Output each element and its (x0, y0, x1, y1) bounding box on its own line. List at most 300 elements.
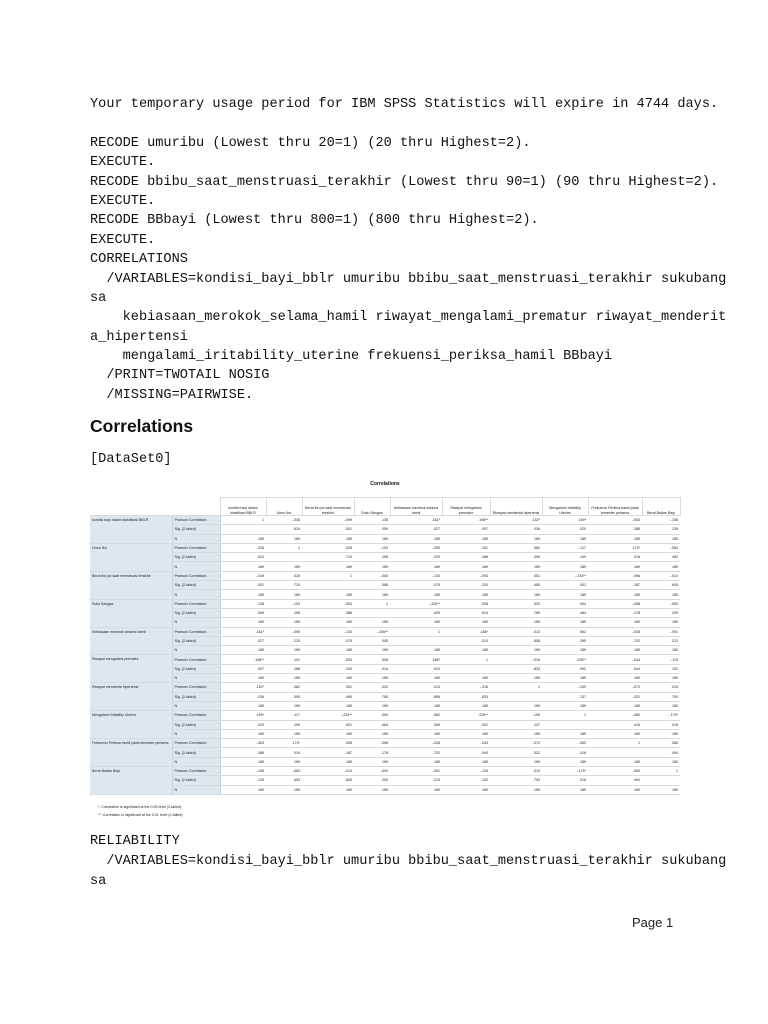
table-cell: 189 (220, 701, 266, 710)
stat-label: Pearson Correlation (172, 599, 220, 608)
table-cell: .005 (354, 636, 390, 645)
table-cell: 1 (266, 543, 302, 552)
stat-label: Pearson Correlation (172, 627, 220, 636)
syntax-line: sa (90, 290, 107, 306)
table-title: Correlations (370, 481, 400, 487)
table-cell: 189 (442, 785, 490, 794)
table-row (90, 711, 680, 720)
table-cell: .544 (442, 748, 490, 757)
table-cell: .051 (302, 683, 354, 692)
table-cell: 189 (642, 590, 680, 599)
table-cell: 189 (542, 674, 588, 683)
table-cell: .395 (266, 692, 302, 701)
table-cell: -.130 (390, 571, 442, 580)
syntax-line: /VARIABLES=kondisi_bayi_bblr umuribu bbibu_saat_menstruasi_terakhir sukubang (90, 271, 727, 287)
table-cell: .139 (220, 776, 266, 785)
table-cell (542, 720, 588, 729)
table-cell: .416 (542, 748, 588, 757)
table-cell: -.175* (542, 767, 588, 776)
dataset-label: [DataSet0] (90, 452, 172, 467)
table-cell: 189 (490, 590, 542, 599)
table-cell: .008 (354, 655, 390, 664)
footnote: **. Correlation is significant at the 0.01 level (2-tailed). (98, 812, 184, 817)
table-cell: 189 (220, 618, 266, 627)
table-cell: -.072 (588, 683, 642, 692)
table-cell: 189 (588, 674, 642, 683)
table-cell: -.117 (542, 543, 588, 552)
table-cell: .702 (390, 748, 442, 757)
table-cell: -.063 (354, 571, 390, 580)
table-cell: 189 (354, 534, 390, 543)
table-cell: 189 (642, 534, 680, 543)
table-cell: .109 (266, 720, 302, 729)
table-cell: .501 (220, 581, 266, 590)
table-cell: .020 (490, 599, 542, 608)
table-row (90, 720, 680, 729)
table-row (90, 608, 680, 617)
table-row (90, 534, 680, 543)
table-cell: 189 (354, 757, 390, 766)
table-cell: 189 (220, 757, 266, 766)
footnote: *. Correlation is significant at the 0.05 level (2-tailed). (98, 804, 183, 809)
table-cell: .010 (442, 636, 490, 645)
table-cell: -.049 (220, 571, 266, 580)
table-cell: 189 (490, 618, 542, 627)
table-cell: .026 (266, 571, 302, 580)
syntax-line: CORRELATIONS (90, 252, 188, 268)
table-cell: .065 (588, 767, 642, 776)
table-cell: -.234** (542, 571, 588, 580)
table-cell: 189 (542, 757, 588, 766)
table-cell: 189 (588, 729, 642, 738)
row-label: Riwayat menderita hipertensi (90, 683, 172, 711)
table-cell: .724 (302, 553, 354, 562)
table-cell: -.091 (642, 627, 680, 636)
table-cell: 189 (588, 757, 642, 766)
table-cell: .054 (542, 599, 588, 608)
row-label: kondisi bayi dalam klasifikasi BBLR (90, 516, 172, 544)
table-cell: -.108 (220, 767, 266, 776)
table-cell: .158 (266, 608, 302, 617)
table-cell: -.091 (390, 767, 442, 776)
table-cell: 189 (390, 757, 442, 766)
table-cell: .174* (588, 543, 642, 552)
table-cell: .388 (220, 748, 266, 757)
table-cell: 189 (390, 729, 442, 738)
table-cell: 189 (442, 534, 490, 543)
table-cell: -.083 (642, 543, 680, 552)
table-cell: -.234** (302, 711, 354, 720)
table-cell: 189 (642, 729, 680, 738)
table-cell: .036 (220, 692, 266, 701)
syntax-line: kebiasaan_merokok_selama_hamil riwayat_mengalami_prematur riwayat_menderit (90, 310, 727, 326)
table-cell: 189 (490, 646, 542, 655)
table-row (90, 701, 680, 710)
table-cell: 189 (302, 646, 354, 655)
table-cell: .464 (354, 720, 390, 729)
stat-label: Sig. (2-tailed) (172, 776, 220, 785)
table-cell: -.044 (442, 739, 490, 748)
stat-label: Sig. (2-tailed) (172, 720, 220, 729)
syntax-line: /PRINT=TWOTAIL NOSIG (90, 368, 270, 384)
table-cell: .386 (354, 581, 390, 590)
column-header: Kebiasaan merokok selama hamil (390, 498, 442, 516)
row-label: Umur Ibu (90, 543, 172, 571)
stat-label: Pearson Correlation (172, 655, 220, 664)
table-cell: 189 (354, 729, 390, 738)
table-cell: 189 (642, 701, 680, 710)
table-cell: .062 (390, 711, 442, 720)
table-cell: .062 (266, 683, 302, 692)
table-cell: 189 (390, 534, 442, 543)
table-cell: 189 (490, 562, 542, 571)
table-cell: .213 (642, 636, 680, 645)
table-cell: 189 (220, 646, 266, 655)
table-cell: -.109 (542, 683, 588, 692)
syntax-line: /VARIABLES=kondisi_bayi_bblr umuribu bbibu_saat_menstruasi_terakhir sukubang (90, 854, 727, 869)
table-cell: -.083 (266, 767, 302, 776)
table-cell: .016 (588, 553, 642, 562)
table-cell: -.063 (302, 599, 354, 608)
table-cell: 189 (390, 785, 442, 794)
table-cell (442, 664, 490, 673)
stat-label: Pearson Correlation (172, 683, 220, 692)
syntax-line: EXECUTE. (90, 232, 156, 248)
table-cell: 189 (354, 674, 390, 683)
stat-label: Pearson Correlation (172, 767, 220, 776)
table-cell: .198** (442, 516, 490, 525)
table-cell (642, 776, 680, 785)
table-row (90, 553, 680, 562)
table-cell: 189 (490, 729, 542, 738)
table-cell: 189 (302, 757, 354, 766)
table-cell: -.092 (354, 767, 390, 776)
table-cell: 1 (490, 683, 542, 692)
table-cell: 189 (266, 534, 302, 543)
table-cell: -.060 (542, 739, 588, 748)
table-cell: .785 (354, 692, 390, 701)
table-cell: 189 (588, 590, 642, 599)
column-header: Umur Ibu (266, 498, 302, 516)
table-cell: .914 (354, 664, 390, 673)
table-cell: .096 (588, 571, 642, 580)
table-cell: 189 (490, 785, 542, 794)
table-cell: .386 (302, 608, 354, 617)
table-cell: 1 (220, 516, 266, 525)
table-cell: .019 (490, 767, 542, 776)
table-cell (266, 553, 302, 562)
table-cell: 189 (354, 590, 390, 599)
table-cell: 189 (266, 701, 302, 710)
table-cell: 1 (642, 767, 680, 776)
table-cell: 189 (302, 562, 354, 571)
table-cell: 189 (390, 701, 442, 710)
table-cell: 189 (302, 590, 354, 599)
table-cell: .161* (220, 627, 266, 636)
table-cell: 189 (588, 618, 642, 627)
table-cell: .395 (490, 553, 542, 562)
table-cell: -.109 (490, 711, 542, 720)
table-cell: .019 (642, 683, 680, 692)
table-cell: .001 (302, 720, 354, 729)
stat-label: Sig. (2-tailed) (172, 608, 220, 617)
syntax-line: RECODE bbibu_saat_menstruasi_terakhir (Lowest thru 90=1) (90 thru Highest=2). (90, 174, 719, 190)
table-cell: 189 (390, 618, 442, 627)
table-cell: .169* (220, 711, 266, 720)
table-cell: .062 (542, 627, 588, 636)
table-cell: .395 (390, 720, 442, 729)
table-cell: -.092 (642, 599, 680, 608)
table-cell: 189 (442, 562, 490, 571)
table-cell: .858 (490, 636, 542, 645)
table-cell: .002 (542, 664, 588, 673)
table-cell: 189 (302, 534, 354, 543)
table-cell: -.093 (442, 571, 490, 580)
table-cell: .178 (588, 608, 642, 617)
column-header: Suku Bangsa (354, 498, 390, 516)
table-cell: .075 (302, 636, 354, 645)
table-cell: 189 (220, 534, 266, 543)
column-header: Berat ibu pd saat menstruasi terakhir (302, 498, 354, 516)
stat-label: Sig. (2-tailed) (172, 692, 220, 701)
table-cell: 189 (302, 674, 354, 683)
table-row (90, 590, 680, 599)
table-cell: 189 (266, 674, 302, 683)
table-cell (588, 748, 642, 757)
table-cell: 189 (542, 534, 588, 543)
table-cell: .161* (390, 516, 442, 525)
table-cell: .388 (588, 525, 642, 534)
table-cell: .005 (390, 608, 442, 617)
table-cell: .209 (354, 776, 390, 785)
stat-label: Pearson Correlation (172, 543, 220, 552)
table-cell: .501 (302, 525, 354, 534)
table-cell: .322 (588, 692, 642, 701)
table-row (90, 562, 680, 571)
table-cell: .096 (302, 739, 354, 748)
table-cell: .008 (442, 599, 490, 608)
table-cell: -.103 (354, 543, 390, 552)
column-header: Mengalami Iritability Uterine (542, 498, 588, 516)
table-cell: .845 (642, 581, 680, 590)
table-row (90, 729, 680, 738)
table-cell: .138 (354, 516, 390, 525)
table-cell (490, 692, 542, 701)
syntax-line: EXECUTE. (90, 193, 156, 209)
table-cell: .174* (266, 739, 302, 748)
table-cell: -.130 (302, 627, 354, 636)
table-cell: 189 (642, 757, 680, 766)
page-number: Page 1 (632, 915, 674, 930)
table-cell: 189 (642, 618, 680, 627)
stat-label: N (172, 618, 220, 627)
table-cell: 189 (266, 618, 302, 627)
table-cell: 189 (642, 674, 680, 683)
table-cell: .101 (266, 655, 302, 664)
table-cell: .010 (390, 664, 442, 673)
table-cell: .204 (302, 664, 354, 673)
table-cell: 189 (542, 562, 588, 571)
table-cell: .013 (490, 627, 542, 636)
table-cell: .020 (220, 720, 266, 729)
table-cell: .220 (390, 553, 442, 562)
table-cell: 189 (302, 701, 354, 710)
syntax-line: RECODE umuribu (Lowest thru 20=1) (20 thru Highest=2). (90, 135, 531, 151)
row-label: Kebiasaan merokok selama hamil (90, 627, 172, 655)
table-cell: .858 (390, 692, 442, 701)
table-cell: .793 (642, 692, 680, 701)
table-cell: .016 (542, 776, 588, 785)
table-cell: 189 (266, 757, 302, 766)
stat-label: Sig. (2-tailed) (172, 748, 220, 757)
column-header: kondisi bayi dalam klasifikasi BBLR (220, 498, 266, 516)
table-row (90, 748, 680, 757)
table-cell: .544 (588, 664, 642, 673)
table-cell: -.206** (390, 599, 442, 608)
table-row (90, 618, 680, 627)
table-cell: 189 (442, 590, 490, 599)
stat-label: N (172, 757, 220, 766)
table-cell: .016 (266, 748, 302, 757)
table-cell: 189 (354, 785, 390, 794)
syntax-line: a_hipertensi (90, 329, 188, 345)
table-footnotes (90, 803, 680, 819)
table-cell: 189 (490, 674, 542, 683)
table-cell: 189 (266, 590, 302, 599)
table-cell: -.103 (266, 599, 302, 608)
table-cell: .395 (542, 636, 588, 645)
table-cell: 189 (266, 562, 302, 571)
stat-label: N (172, 562, 220, 571)
table-cell: 189 (642, 785, 680, 794)
table-cell: 189 (266, 646, 302, 655)
table-cell: .198** (220, 655, 266, 664)
table-cell (390, 636, 442, 645)
correlations-heading: Correlations (90, 416, 194, 436)
stat-label: N (172, 785, 220, 794)
table-cell: .220 (266, 636, 302, 645)
syntax-log (90, 95, 730, 405)
table-cell: .109 (542, 553, 588, 562)
table-cell: .494 (642, 748, 680, 757)
table-cell: -.016 (442, 683, 490, 692)
table-cell: .062 (490, 543, 542, 552)
table-cell: .137 (490, 720, 542, 729)
table-row (90, 571, 680, 580)
table-row (90, 627, 680, 636)
table-cell: 189 (542, 646, 588, 655)
table-cell: 189 (302, 785, 354, 794)
table-cell: -.044 (588, 655, 642, 664)
table-cell: 189 (390, 646, 442, 655)
table-cell: .051 (490, 571, 542, 580)
table-cell: -.028 (390, 739, 442, 748)
table-cell: 189 (302, 618, 354, 627)
table-cell: 189 (588, 646, 642, 655)
table-cell: .186* (442, 627, 490, 636)
table-row (90, 525, 680, 534)
table-cell: 1 (588, 739, 642, 748)
table-row (90, 739, 680, 748)
table-cell: .187 (588, 581, 642, 590)
syntax-line: RECODE BBbayi (Lowest thru 800=1) (800 thru Highest=2). (90, 213, 539, 229)
table-cell: 189 (642, 646, 680, 655)
table-cell: .724 (266, 581, 302, 590)
table-cell: .065 (642, 739, 680, 748)
table-cell: 189 (220, 590, 266, 599)
table-cell: -.093 (302, 655, 354, 664)
table-cell: 1 (302, 571, 354, 580)
table-cell: .453 (266, 776, 302, 785)
table-cell: -.072 (490, 739, 542, 748)
table-cell: .016 (642, 720, 680, 729)
table-cell: -.098 (354, 739, 390, 748)
table-row (90, 664, 680, 673)
table-cell: -.063 (588, 516, 642, 525)
table-cell: 189 (220, 785, 266, 794)
table-cell: 189 (442, 729, 490, 738)
table-cell: 189 (442, 646, 490, 655)
table-cell: .026 (302, 543, 354, 552)
table-cell: .102 (442, 776, 490, 785)
stat-label: N (172, 729, 220, 738)
table-cell: .485 (490, 581, 542, 590)
table-cell: .137 (542, 692, 588, 701)
table-cell: 189 (588, 785, 642, 794)
row-label: Berat ibu pd saat menstruasi terakhir (90, 571, 172, 599)
column-header: Berat Badan Bayi (642, 498, 680, 516)
table-row (90, 655, 680, 664)
table-cell: .101 (442, 543, 490, 552)
stat-label: N (172, 534, 220, 543)
table-cell: 189 (220, 562, 266, 571)
stat-label: Pearson Correlation (172, 516, 220, 525)
table-cell: -.036 (266, 516, 302, 525)
table-cell: 189 (354, 618, 390, 627)
table-cell: 189 (542, 590, 588, 599)
table-cell: .020 (354, 683, 390, 692)
table-cell: 189 (354, 701, 390, 710)
table-cell: .186* (390, 655, 442, 664)
table-cell: 189 (542, 618, 588, 627)
table-cell: .464 (542, 608, 588, 617)
header-corner (90, 498, 220, 516)
column-header: Frekuensi Periksa hamil pada trimester pertama (588, 498, 642, 516)
table-cell: -.090 (390, 543, 442, 552)
table-cell: -.016 (490, 655, 542, 664)
table-cell: .833 (490, 664, 542, 673)
table-cell: .168 (266, 664, 302, 673)
table-cell: .059 (354, 525, 390, 534)
table-cell: .013 (390, 683, 442, 692)
table-row (90, 776, 680, 785)
row-label: Berat Badan Bayi (90, 767, 172, 795)
syntax-line: RELIABILITY (90, 834, 180, 849)
table-cell: .485 (302, 692, 354, 701)
table-cell: .228** (442, 711, 490, 720)
table-cell: .001 (542, 581, 588, 590)
table-cell: .152* (490, 516, 542, 525)
table-header-row (90, 498, 680, 516)
table-cell: 189 (354, 646, 390, 655)
table-cell: .169* (542, 516, 588, 525)
stat-label: Sig. (2-tailed) (172, 581, 220, 590)
table-cell: .213 (390, 776, 442, 785)
stat-label: Pearson Correlation (172, 739, 220, 748)
table-row (90, 516, 680, 525)
table-cell: 1 (542, 711, 588, 720)
table-cell: 189 (390, 674, 442, 683)
